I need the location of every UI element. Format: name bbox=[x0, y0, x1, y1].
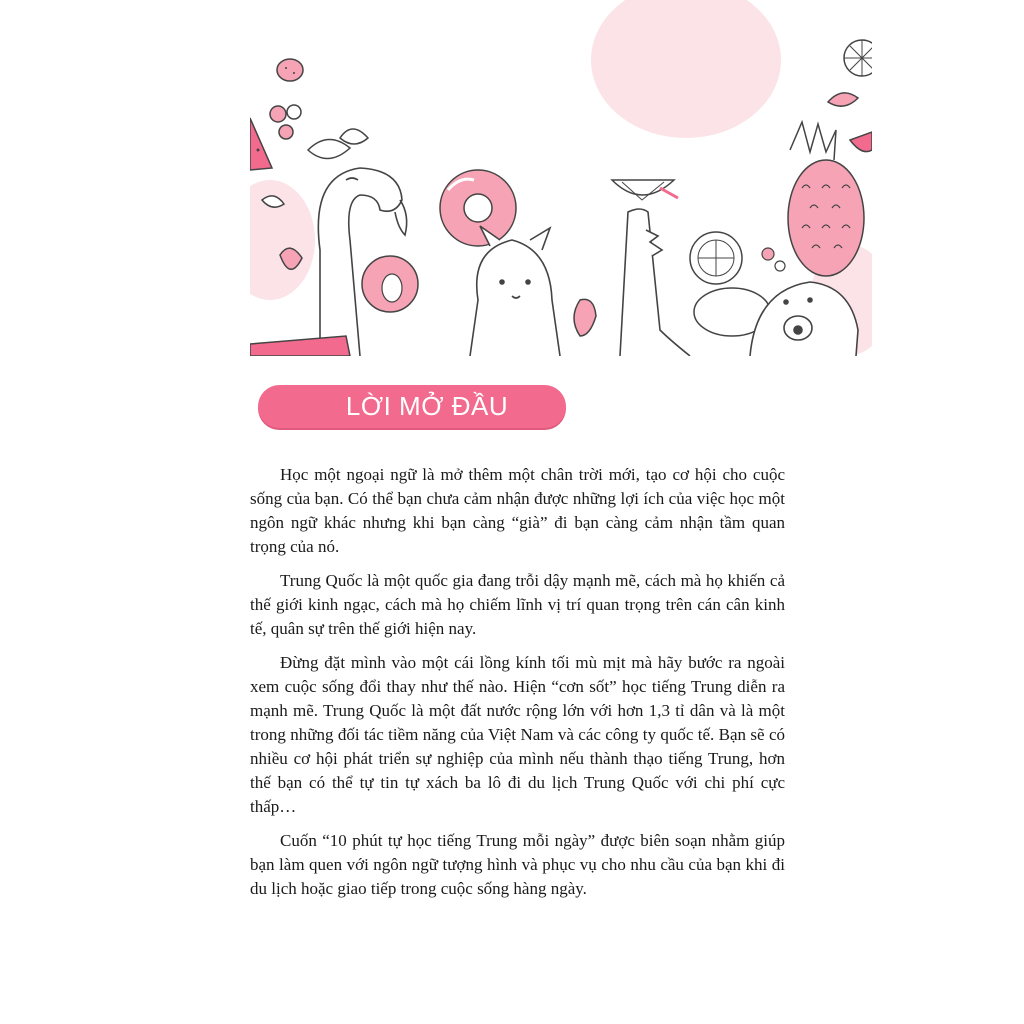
leaf-icon bbox=[828, 93, 858, 106]
strawberry-icon bbox=[277, 59, 303, 81]
berries-icon bbox=[762, 248, 785, 271]
donut-icon bbox=[440, 170, 516, 246]
paragraph: Cuốn “10 phút tự học tiếng Trung mỗi ngày” được biên soạn nhằm giúp bạn làm quen với ngôn ngữ tượng hình và phục vụ cho nhu cầu của bạn khi đi du lịch hoặc giao tiếp trong cuộc sống hàng ngày. bbox=[250, 831, 785, 898]
watermelon-icon bbox=[250, 118, 272, 170]
strawberry-icon bbox=[574, 299, 596, 336]
preface-body bbox=[250, 463, 785, 911]
paragraph: Đừng đặt mình vào một cái lồng kính tối mù mịt mà hãy bước ra ngoài xem cuộc sống đổi thay như thế nào. Hiện “cơn sốt” học tiếng Trung diễn ra mạnh mẽ. Trung Quốc là một đất nước rộng lớn với hơn 1,3 tỉ dân và là một trong những đối tác tiềm năng của Việt Nam và các công ty quốc tế. Bạn sẽ có nhiều cơ hội phát triển sự nghiệp của mình nếu thành thạo tiếng Trung, hơn thế bạn có thể tự tin tự xách ba lô đi du lịch Trung Quốc với chi phí cực thấp… bbox=[250, 653, 785, 816]
orange-slice-icon bbox=[844, 40, 872, 76]
background-blob bbox=[250, 180, 315, 300]
watermelon-icon bbox=[250, 336, 350, 356]
peach-icon bbox=[362, 256, 418, 312]
pineapple-icon bbox=[788, 122, 864, 276]
lemon-icon bbox=[690, 232, 742, 284]
paragraph: Trung Quốc là một quốc gia đang trỗi dậy mạnh mẽ, cách mà họ khiến cả thế giới kinh ngạc, cách mà họ chiếm lĩnh vị trí quan trọng trên cán cân kinh tế, quân sự trên thế giới hiện nay. bbox=[250, 571, 785, 638]
orange-slice-icon bbox=[612, 180, 678, 200]
header-illustration bbox=[250, 0, 872, 356]
watermelon-icon bbox=[850, 132, 872, 152]
crocodile-icon bbox=[620, 209, 690, 356]
berries-icon bbox=[270, 105, 301, 139]
paragraph: Học một ngoại ngữ là mở thêm một chân trời mới, tạo cơ hội cho cuộc sống của bạn. Có thể bạn chưa cảm nhận được những lợi ích của việc học một ngôn ngữ khác nhưng khi bạn càng “già” đi bạn càng cảm nhận tầm quan trọng của nó. bbox=[250, 465, 785, 556]
background-blob bbox=[591, 0, 781, 138]
section-heading bbox=[258, 385, 566, 428]
section-title: LỜI MỞ ĐẦU bbox=[345, 391, 509, 421]
